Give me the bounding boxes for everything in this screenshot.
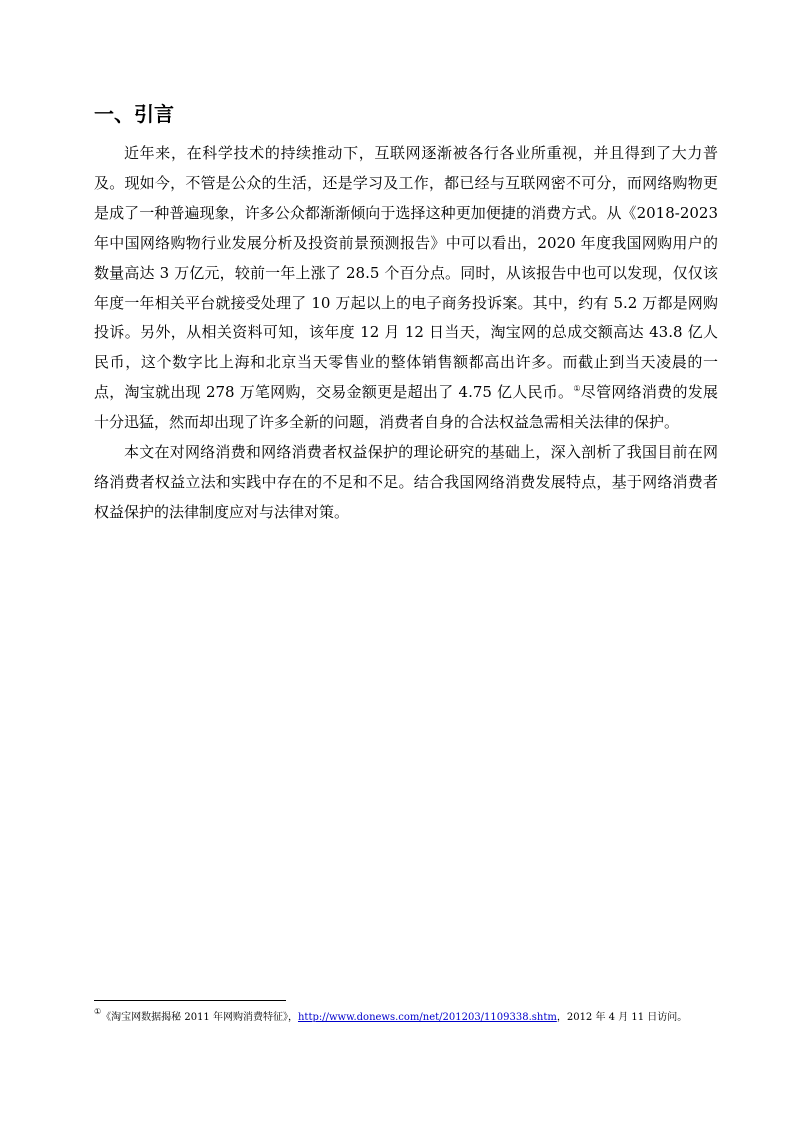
footnote-mark: ① [94, 1007, 102, 1016]
paragraph-1 [94, 139, 718, 438]
paragraph-1-text-continued: 尽管网络消费的发展十分迅猛，然而却出现了许多全新的问题，消费者自身的合法权益急需相关法律的保护。 [94, 383, 718, 432]
footnote [94, 1007, 718, 1026]
section-heading: 一、引言 [94, 102, 174, 126]
footnote-separator [94, 1000, 286, 1001]
footnote-text: 《淘宝网数据揭秘 2011 年网购消费特征》， [101, 1012, 298, 1023]
footnote-link[interactable]: http://www.donews.com/net/201203/1109338.shtm [297, 1012, 557, 1023]
footnote-text-after: ，2012 年 4 月 11 日访问。 [556, 1012, 688, 1023]
paragraph-1-text: 近年来，在科学技术的持续推动下，互联网逐渐被各行各业所重视，并且得到了大力普及。现如今，不管是公众的生活，还是学习及工作，都已经与互联网密不可分，而网络购物更是成了一种普遍现象，许多公众都渐渐倾向于选择这种更加便捷的消费方式。从《2018-2023 年中国网络购物行业发展分析及投资前景预测报告》中可以看出，2020 年度我国网购用户的数量高达 3 万亿元，较前一年上涨了 28.5 个百分点。同时，从该报告中也可以发现，仅仅该年度一年相关平台就接受处理了 10 万起以上的电子商务投诉案。其中，约有 5.2 万都是网购投诉。另外，从相关资料可知，该年度 12 月 12 日当天，淘宝网的总成交额高达 43.8 亿人民币，这个数字比上海和北京当天零售业的整体销售额都高出许多。而截止到当天凌晨的一点，淘宝就出现 278 万笔网购，交易金额更是超出了 4.75 亿人民币。 [94, 144, 718, 402]
paragraph-2: 本文在对网络消费和网络消费者权益保护的理论研究的基础上，深入剖析了我国目前在网络消费者权益立法和实践中存在的不足和不足。结合我国网络消费发展特点，基于网络消费者权益保护的法律制度应对与法律对策。 [94, 443, 718, 521]
footnote-reference[interactable]: ① [573, 384, 581, 394]
body-text [94, 139, 718, 528]
